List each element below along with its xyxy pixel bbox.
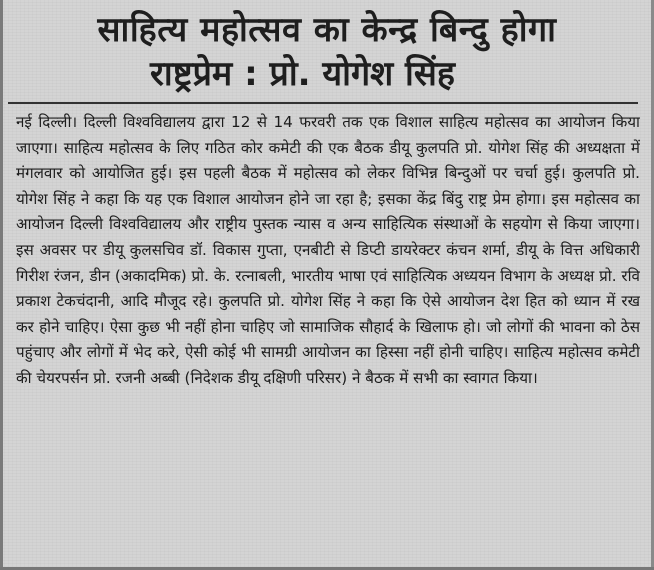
headline-line-1: साहित्य महोत्सव का केन्द्र बिन्दु होगा — [97, 10, 557, 50]
article-paragraph: नई दिल्ली। दिल्ली विश्वविद्यालय द्वारा 12 से 14 फरवरी तक एक विशाल साहित्य महोत्सव का आयोजन किया जाएगा। साहित्य महोत्सव के लिए गठित कोर कमेटी की एक बैठक डीयू कुलपति प्रो. योगेश सिंह की अध्यक्षता में मंगलवार को आयोजित हुई। इस पहली बैठक में महोत्सव को लेकर विभिन्न बिन्दुओं पर चर्चा हुई। कुलपति प्रो. योगेश सिंह ने कहा कि यह एक विशाल आयोजन होने जा रहा है; इसका केंद्र बिंदु राष्ट्र प्रेम होगा। इस महोत्सव का आयोजन दिल्ली विश्वविद्यालय और राष्ट्रीय पुस्तक न्यास व अन्य साहित्यिक संस्थाओं के सहयोग से किया जाएगा। इस अवसर पर डीयू कुलसचिव डॉ. विकास गुप्ता, एनबीटी से डिप्टी डायरेक्टर कंचन शर्मा, डीयू के वित्त अधिकारी गिरीश रंजन, डीन (अकादमिक) प्रो. के. रत्नाबली, भारतीय भाषा एवं साहित्यिक अध्ययन विभाग के अध्यक्ष प्रो. रवि प्रकाश टेकचंदानी, आदि मौजूद रहे। कुलपति प्रो. योगेश सिंह ने कहा कि ऐसे आयोजन देश हित को ध्यान में रख कर होने चाहिए। ऐसा कुछ भी नहीं होना चाहिए जो सामाजिक सौहार्द के खिलाफ हो। जो लोगों की भावना को ठेस पहुंचाए और लोगों में भेद करे, ऐसी कोई भी सामग्री आयोजन का हिस्सा नहीं होनी चाहिए। साहित्य महोत्सव कमेटी की चेयरपर्सन प्रो. रजनी अब्बी (निदेशक डीयू दक्षिणी परिसर) ने बैठक में सभी का स्वागत किया। — [16, 113, 640, 387]
article-headline — [0, 8, 654, 96]
headline-divider — [8, 102, 638, 104]
article-body — [16, 110, 640, 562]
headline-line-2: राष्ट्रप्रेम : प्रो. योगेश सिंह — [150, 54, 455, 94]
